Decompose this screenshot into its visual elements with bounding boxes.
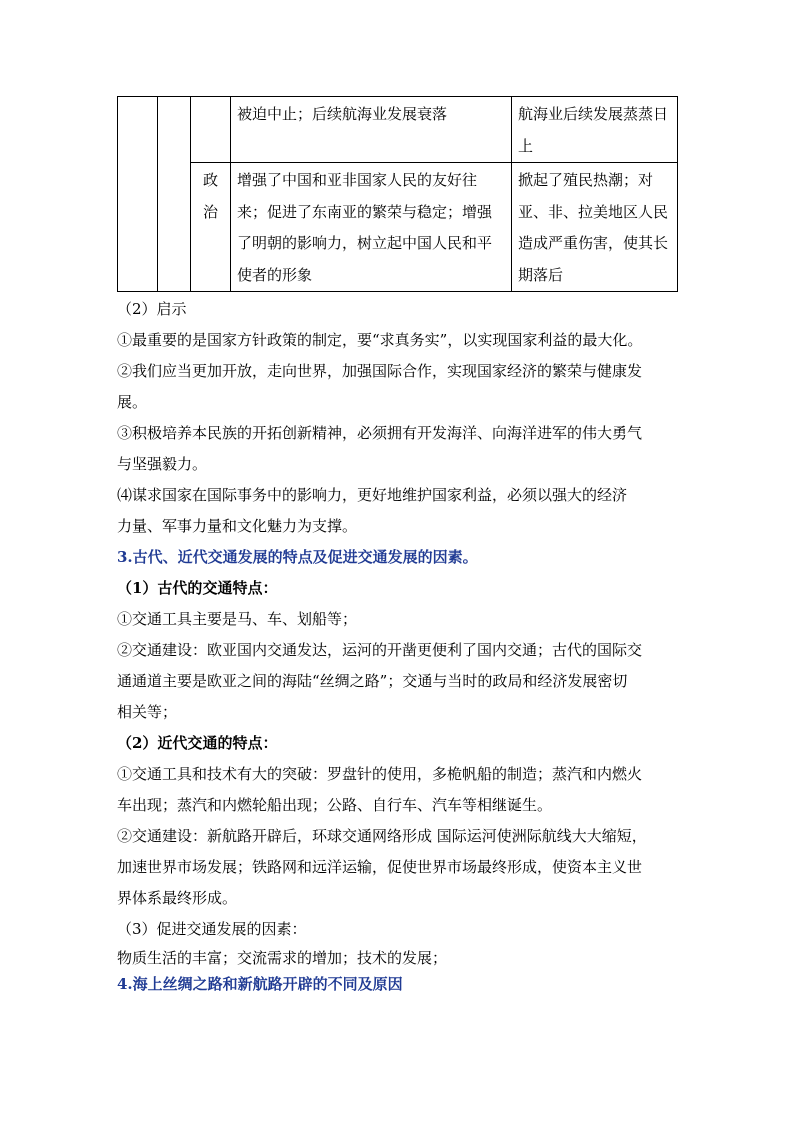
list-item: ③积极培养本民族的开拓创新精神，必须拥有开发海洋、向海洋进军的伟大勇气 (117, 424, 643, 442)
table-cell-category (191, 163, 231, 292)
list-item-continued: 车出现；蒸汽和内燃轮船出现；公路、自行车、汽车等相继诞生。 (117, 796, 553, 814)
list-item: ①最重要的是国家方针政策的制定，要“求真务实”，以实现国家利益的最大化。 (117, 331, 643, 349)
factors-text: 物质生活的丰富；交流需求的增加；技术的发展； (117, 949, 448, 967)
table-cell-category (191, 97, 231, 163)
category-char: 治 (202, 202, 218, 221)
list-item-continued: 加速世界市场发展；铁路网和远洋运输，促使世界市场最终形成，使资本主义世 (117, 858, 643, 876)
list-item: ②交通建设：欧亚国内交通发达，运河的开凿更便利了国内交通；古代的国际交 (117, 641, 643, 659)
list-item: ①交通工具主要是马、车、划船等； (117, 610, 358, 628)
section-heading: 3.古代、近代交通发展的特点及促进交通发展的因素。 (117, 548, 478, 566)
subsection-title: （2）近代交通的特点： (117, 734, 278, 752)
table-cell-empty (118, 97, 158, 292)
list-item-continued: 界体系最终形成。 (117, 889, 238, 907)
list-item-continued: 展。 (117, 393, 148, 411)
table-cell-europe: 航海业后续发展蒸蒸日上 (512, 97, 678, 163)
table-cell-europe: 掀起了殖民热潮；对亚、非、拉美地区人民造成严重伤害，使其长期落后 (512, 163, 678, 292)
table-cell-china: 被迫中止；后续航海业发展衰落 (231, 97, 512, 163)
table-cell-china: 增强了中国和亚非国家人民的友好往来；促进了东南亚的繁荣与稳定；增强了明朝的影响力，树立起中国人民和平使者的形象 (231, 163, 512, 292)
list-item-continued: 通通道主要是欧亚之间的海陆“丝绸之路”；交通与当时的政局和经济发展密切 (117, 672, 628, 690)
table-cell-empty (158, 97, 191, 292)
list-item: ①交通工具和技术有大的突破：罗盘针的使用，多桅帆船的制造；蒸汽和内燃火 (117, 765, 643, 783)
category-char: 政 (202, 171, 218, 189)
list-item-continued: 与坚强毅力。 (117, 455, 208, 473)
list-item: ②我们应当更加开放，走向世界，加强国际合作，实现国家经济的繁荣与健康发 (117, 362, 643, 380)
document-page (117, 96, 677, 997)
subsection-title: （1）古代的交通特点： (117, 579, 278, 597)
list-item: ⑷谋求国家在国际事务中的影响力，更好地维护国家利益，必须以强大的经济 (117, 486, 628, 504)
table-row (118, 97, 678, 163)
comparison-table (117, 96, 678, 292)
table-row (118, 163, 678, 292)
subsection-title: （3）促进交通发展的因素： (117, 920, 307, 938)
section-heading: 4.海上丝绸之路和新航路开辟的不同及原因 (117, 975, 403, 993)
list-item-continued: 相关等； (117, 703, 178, 721)
section-title: （2）启示 (117, 300, 187, 318)
list-item: ②交通建设：新航路开辟后，环球交通网络形成 国际运河使洲际航线大大缩短， (117, 827, 647, 845)
list-item-continued: 力量、军事力量和文化魅力为支撑。 (117, 517, 358, 535)
